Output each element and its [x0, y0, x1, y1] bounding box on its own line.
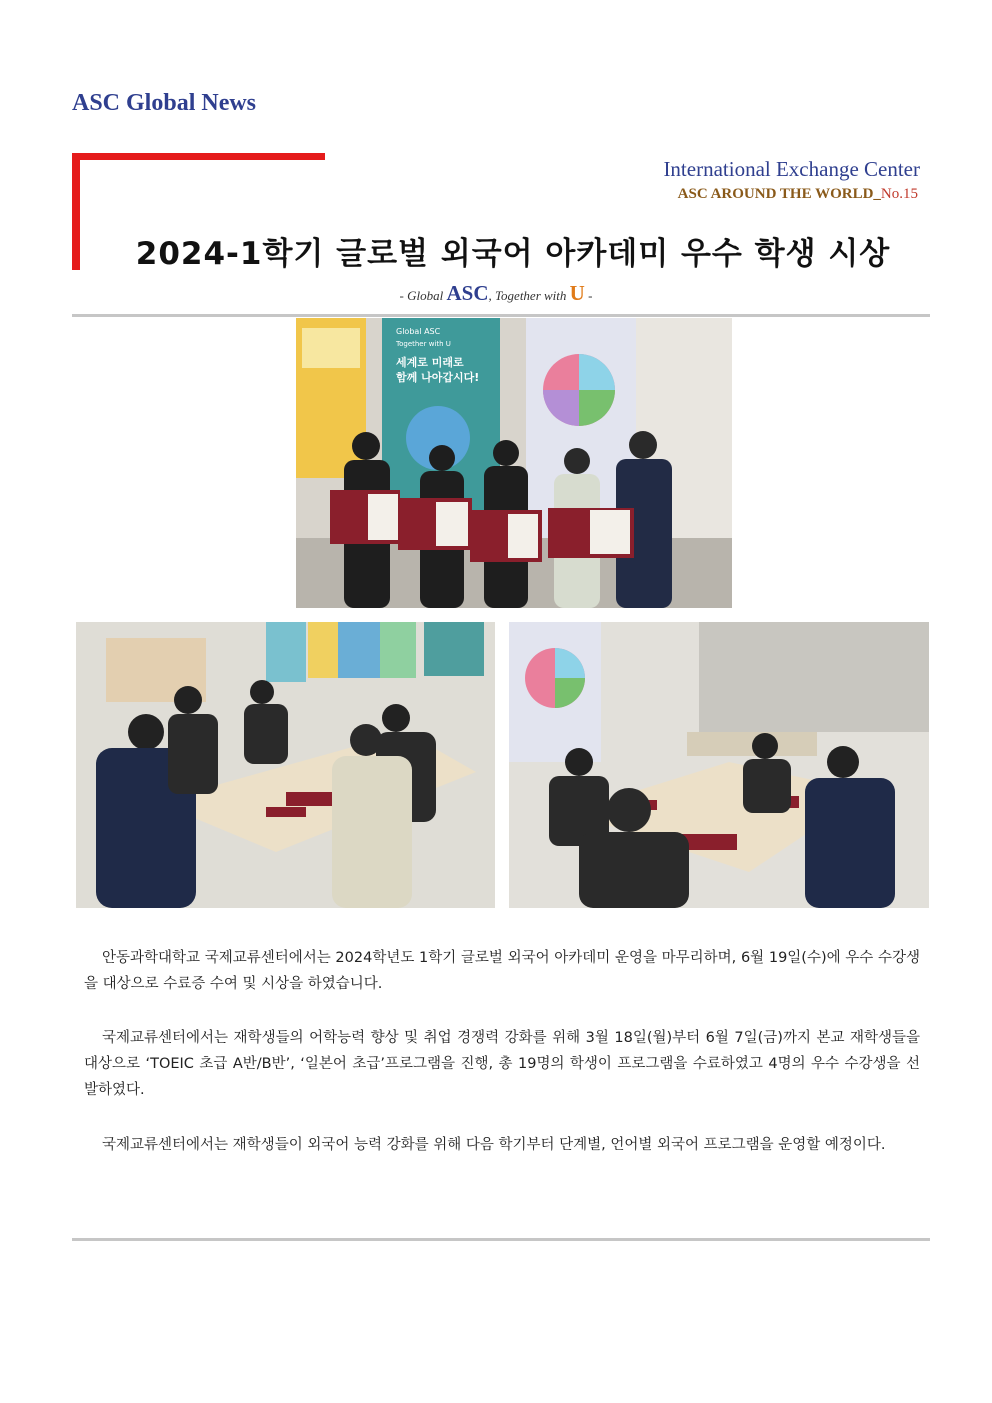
- red-bracket-top: [72, 153, 325, 160]
- poster-slogan-2: 함께 나아갑시다!: [396, 371, 480, 384]
- masthead-title: ASC Global News: [72, 90, 257, 116]
- body-paragraph-1: 안동과학대학교 국제교류센터에서는 2024학년도 1학기 글로벌 외국어 아카데미 운영을 마무리하며, 6월 19일(수)에 우수 수강생을 대상으로 수료증 수여 및 시상을 하였습니다.: [84, 950, 920, 992]
- poster-header: Global ASC: [396, 327, 441, 336]
- slogan-u: U: [569, 281, 585, 305]
- bottom-divider: [72, 1238, 930, 1241]
- slogan-prefix: - Global: [399, 288, 447, 303]
- meeting-photo-left: [76, 622, 495, 908]
- top-divider: [72, 314, 930, 317]
- center-name: International Exchange Center: [663, 157, 920, 181]
- slogan-suffix: -: [584, 288, 593, 303]
- red-bracket-side: [72, 153, 80, 270]
- issue-line: [678, 186, 918, 203]
- body-paragraph-2: 국제교류센터에서는 재학생들의 어학능력 향상 및 취업 경쟁력 강화를 위해 3월 18일(월)부터 6월 7일(금)까지 본교 재학생들을 대상으로 ‘TOEIC 초급 A반/B반’, ‘일본어 초급’프로그램을 진행, 총 19명의 학생이 프로그램을 수료하였고 4명의 우수 수강생을 선발하였다.: [84, 1030, 920, 1098]
- issue-series: ASC AROUND THE WORLD_: [677, 186, 881, 202]
- slogan-middle: , Together with: [488, 288, 570, 303]
- poster-sub: Together with U: [396, 340, 451, 348]
- issue-number: No.15: [880, 186, 918, 202]
- headline: 2024-1학기 글로벌 외국어 아카데미 우수 학생 시상: [135, 236, 891, 272]
- slogan: [0, 281, 992, 306]
- award-group-photo: [296, 318, 732, 608]
- slogan-asc: ASC: [446, 281, 489, 305]
- meeting-photo-right: [509, 622, 929, 908]
- body-paragraph-3: 국제교류센터에서는 재학생들이 외국어 능력 강화를 위해 다음 학기부터 단계별, 언어별 외국어 프로그램을 운영할 예정이다.: [102, 1137, 886, 1153]
- poster-slogan-1: 세계로 미래로: [396, 356, 464, 369]
